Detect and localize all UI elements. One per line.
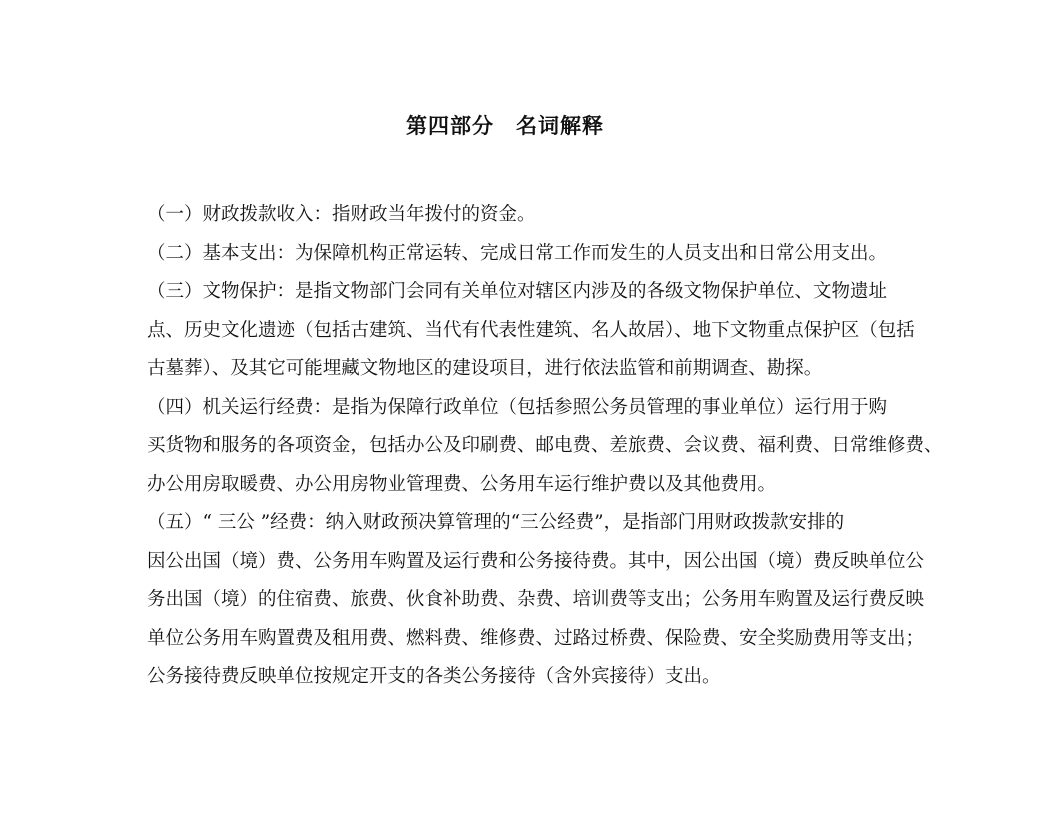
term-financial-appropriation-income	[110, 196, 955, 235]
text-line: 点、历史文化遗迹（包括古建筑、当代有代表性建筑、名人故居）、地下文物重点保护区（包括	[147, 319, 915, 341]
text-line: 办公用房取暖费、办公用房物业管理费、公务用车运行维护费以及其他费用。	[147, 473, 777, 495]
text-line: （二）基本支出：为保障机构正常运转、完成日常工作而发生的人员支出和日常公用支出。	[147, 242, 888, 264]
text-line: （四）机关运行经费：是指为保障行政单位（包括参照公务员管理的事业单位）运行用于购	[147, 396, 888, 418]
term-basic-expenditure	[110, 235, 955, 274]
text-line: 买货物和服务的各项资金，包括办公及印刷费、邮电费、差旅费、会议费、福利费、日常维修费、	[147, 435, 943, 456]
text-line: 因公出国（境）费、公务用车购置及运行费和公务接待费。其中，因公出国（境）费反映单位公	[147, 550, 925, 572]
text-line: （五）“ 三公 ”经费：纳入财政预决算管理的“三公经费”，是指部门用财政拨款安排的	[147, 512, 845, 533]
term-three-public-funds	[110, 504, 955, 697]
term-agency-operating-funds	[110, 389, 955, 505]
text-line: 务出国（境）的住宿费、旅费、伙食补助费、杂费、培训费等支出；公务用车购置及运行费反映	[147, 589, 925, 610]
text-line: （三）文物保护：是指文物部门会同有关单位对辖区内涉及的各级文物保护单位、文物遗址	[147, 281, 888, 302]
text-line: 古墓葬）、及其它可能埋藏文物地区的建设项目，进行依法监管和前期调查、勘探。	[147, 358, 823, 379]
text-line: 单位公务用车购置费及租用费、燃料费、维修费、过路过桥费、保险费、安全奖励费用等支出；	[147, 627, 925, 649]
text-line: （一）财政拨款收入：指财政当年拨付的资金。	[147, 204, 536, 225]
page-title: 第四部分 名词解释	[406, 114, 604, 138]
term-cultural-relic-protection	[110, 273, 955, 389]
text-line: 公务接待费反映单位按规定开支的各类公务接待（含外宾接待）支出。	[147, 666, 721, 687]
document-body	[110, 196, 955, 697]
